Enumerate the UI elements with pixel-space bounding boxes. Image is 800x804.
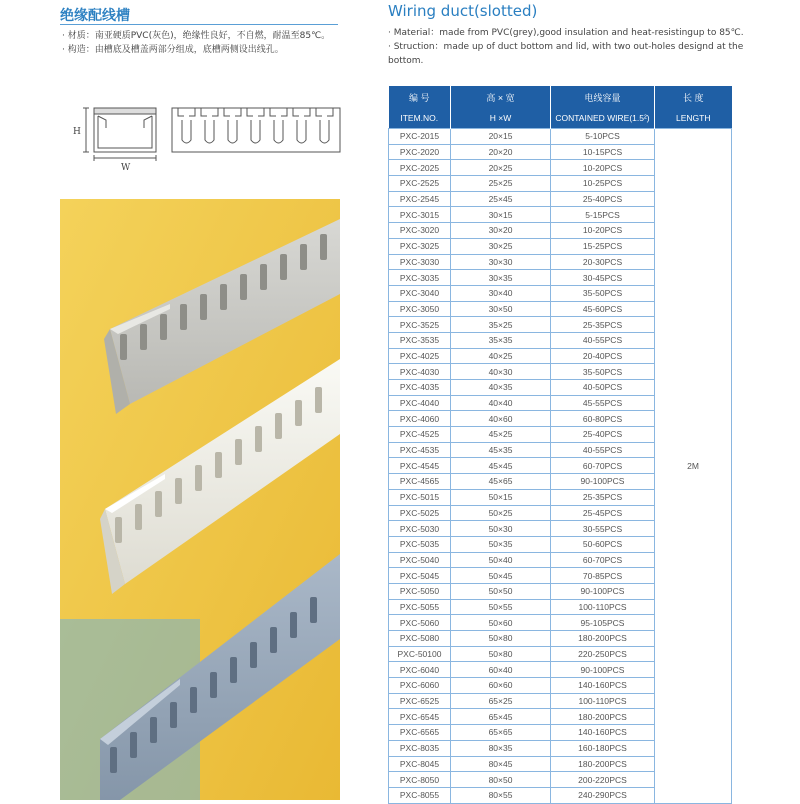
cell-item-no: PXC-4525: [389, 427, 451, 443]
cell-size: 40×35: [451, 380, 551, 396]
english-bullets: [388, 26, 748, 68]
duct-product-photo: [60, 199, 340, 800]
cell-item-no: PXC-2025: [389, 160, 451, 176]
header-item-no-cn: 编 号: [389, 86, 451, 108]
cell-item-no: PXC-3030: [389, 254, 451, 270]
header-item-no-en: ITEM.NO.: [389, 108, 451, 129]
table-row: [389, 129, 732, 145]
cell-size: 45×65: [451, 474, 551, 490]
cell-item-no: PXC-3050: [389, 301, 451, 317]
cell-item-no: PXC-3035: [389, 270, 451, 286]
cell-item-no: PXC-3020: [389, 223, 451, 239]
cell-wire-capacity: 100-110PCS: [551, 693, 655, 709]
cell-item-no: PXC-5030: [389, 521, 451, 537]
cell-wire-capacity: 160-180PCS: [551, 740, 655, 756]
cell-item-no: PXC-2020: [389, 144, 451, 160]
cell-item-no: PXC-8045: [389, 756, 451, 772]
cell-wire-capacity: 45-55PCS: [551, 395, 655, 411]
specification-table: [388, 86, 732, 804]
cell-size: 45×45: [451, 458, 551, 474]
cell-wire-capacity: 40-55PCS: [551, 332, 655, 348]
duct-side-view: [172, 108, 340, 152]
cell-size: 50×40: [451, 552, 551, 568]
cell-wire-capacity: 25-35PCS: [551, 317, 655, 333]
cell-size: 40×40: [451, 395, 551, 411]
cell-size: 30×25: [451, 238, 551, 254]
cell-wire-capacity: 200-220PCS: [551, 772, 655, 788]
cell-size: 50×50: [451, 583, 551, 599]
cell-wire-capacity: 25-45PCS: [551, 505, 655, 521]
cell-item-no: PXC-4060: [389, 411, 451, 427]
cell-size: 30×20: [451, 223, 551, 239]
cell-size: 60×60: [451, 678, 551, 694]
cell-size: 50×25: [451, 505, 551, 521]
header-length-en: LENGTH: [655, 108, 732, 129]
cell-size: 25×45: [451, 191, 551, 207]
cell-item-no: PXC-5080: [389, 631, 451, 647]
chinese-bullet-structure: · 构造：由槽底及槽盖两部分组成，底槽两侧设出线孔。: [62, 45, 284, 55]
cell-item-no: PXC-4565: [389, 474, 451, 490]
cell-wire-capacity: 10-20PCS: [551, 160, 655, 176]
cell-size: 35×35: [451, 332, 551, 348]
cell-item-no: PXC-6565: [389, 725, 451, 741]
cell-wire-capacity: 20-40PCS: [551, 348, 655, 364]
cell-wire-capacity: 5-10PCS: [551, 129, 655, 145]
cell-size: 65×65: [451, 725, 551, 741]
header-wire-en: CONTAINED WIRE(1.5²): [551, 108, 655, 129]
cell-wire-capacity: 180-200PCS: [551, 709, 655, 725]
cell-size: 50×80: [451, 646, 551, 662]
cell-size: 50×15: [451, 489, 551, 505]
cell-item-no: PXC-8035: [389, 740, 451, 756]
cell-item-no: PXC-5035: [389, 536, 451, 552]
cell-wire-capacity: 25-40PCS: [551, 191, 655, 207]
cell-item-no: PXC-5040: [389, 552, 451, 568]
cell-wire-capacity: 60-80PCS: [551, 411, 655, 427]
cell-size: 50×60: [451, 615, 551, 631]
cell-size: 30×40: [451, 285, 551, 301]
cell-size: 25×25: [451, 176, 551, 192]
cell-item-no: PXC-3025: [389, 238, 451, 254]
cell-size: 65×25: [451, 693, 551, 709]
chinese-title-rule: [60, 24, 338, 25]
cell-wire-capacity: 40-55PCS: [551, 442, 655, 458]
cell-item-no: PXC-6525: [389, 693, 451, 709]
cell-wire-capacity: 20-30PCS: [551, 254, 655, 270]
cell-size: 50×45: [451, 568, 551, 584]
cell-item-no: PXC-3525: [389, 317, 451, 333]
cell-wire-capacity: 35-50PCS: [551, 285, 655, 301]
cell-wire-capacity: 60-70PCS: [551, 458, 655, 474]
cell-size: 40×30: [451, 364, 551, 380]
cell-wire-capacity: 10-25PCS: [551, 176, 655, 192]
cell-size: 20×20: [451, 144, 551, 160]
cell-item-no: PXC-4535: [389, 442, 451, 458]
cell-size: 65×45: [451, 709, 551, 725]
cell-item-no: PXC-6040: [389, 662, 451, 678]
cell-size: 30×50: [451, 301, 551, 317]
cell-size: 35×25: [451, 317, 551, 333]
english-bullet-material: · Material：made from PVC(grey),good insulation and heat-resistingup to 85℃.: [388, 28, 744, 38]
cell-wire-capacity: 180-200PCS: [551, 756, 655, 772]
cell-size: 30×30: [451, 254, 551, 270]
cell-item-no: PXC-4545: [389, 458, 451, 474]
cell-size: 80×55: [451, 787, 551, 803]
cell-wire-capacity: 25-35PCS: [551, 489, 655, 505]
cell-item-no: PXC-5055: [389, 599, 451, 615]
cell-item-no: PXC-8050: [389, 772, 451, 788]
header-length-cn: 长 度: [655, 86, 732, 108]
cell-size: 45×35: [451, 442, 551, 458]
duct-cross-section: [83, 108, 156, 161]
cell-item-no: PXC-5025: [389, 505, 451, 521]
cell-size: 50×30: [451, 521, 551, 537]
cell-wire-capacity: 90-100PCS: [551, 474, 655, 490]
cell-size: 40×25: [451, 348, 551, 364]
duct-technical-drawing: [72, 102, 342, 172]
english-title: Wiring duct(slotted): [388, 2, 538, 20]
chinese-bullets: [62, 29, 330, 57]
cell-wire-capacity: 240-290PCS: [551, 787, 655, 803]
cell-item-no: PXC-2015: [389, 129, 451, 145]
cell-item-no: PXC-5045: [389, 568, 451, 584]
cell-size: 30×35: [451, 270, 551, 286]
cell-wire-capacity: 100-110PCS: [551, 599, 655, 615]
cell-size: 45×25: [451, 427, 551, 443]
cell-item-no: PXC-4025: [389, 348, 451, 364]
cell-wire-capacity: 60-70PCS: [551, 552, 655, 568]
cell-item-no: PXC-5060: [389, 615, 451, 631]
cell-item-no: PXC-4040: [389, 395, 451, 411]
cell-item-no: PXC-2525: [389, 176, 451, 192]
cell-wire-capacity: 25-40PCS: [551, 427, 655, 443]
cell-wire-capacity: 10-20PCS: [551, 223, 655, 239]
cell-wire-capacity: 30-45PCS: [551, 270, 655, 286]
cell-item-no: PXC-5015: [389, 489, 451, 505]
cell-wire-capacity: 15-25PCS: [551, 238, 655, 254]
cell-size: 20×25: [451, 160, 551, 176]
cell-wire-capacity: 70-85PCS: [551, 568, 655, 584]
cell-wire-capacity: 180-200PCS: [551, 631, 655, 647]
cell-wire-capacity: 95-105PCS: [551, 615, 655, 631]
cell-item-no: PXC-3040: [389, 285, 451, 301]
cell-size: 50×35: [451, 536, 551, 552]
header-size-en: H ×W: [451, 108, 551, 129]
cell-item-no: PXC-4035: [389, 380, 451, 396]
cell-size: 20×15: [451, 129, 551, 145]
cell-item-no: PXC-2545: [389, 191, 451, 207]
english-bullet-structure: · Struction：made up of duct bottom and lid, with two out-holes designd at the bottom.: [388, 42, 744, 66]
cell-wire-capacity: 90-100PCS: [551, 662, 655, 678]
cell-item-no: PXC-6060: [389, 678, 451, 694]
cell-item-no: PXC-8055: [389, 787, 451, 803]
chinese-title: 绝缘配线槽: [60, 8, 130, 24]
cell-item-no: PXC-4030: [389, 364, 451, 380]
cell-wire-capacity: 220-250PCS: [551, 646, 655, 662]
cell-item-no: PXC-3015: [389, 207, 451, 223]
cell-size: 50×80: [451, 631, 551, 647]
cell-size: 40×60: [451, 411, 551, 427]
cell-size: 60×40: [451, 662, 551, 678]
cell-wire-capacity: 50-60PCS: [551, 536, 655, 552]
cell-size: 80×35: [451, 740, 551, 756]
cell-wire-capacity: 5-15PCS: [551, 207, 655, 223]
cell-wire-capacity: 140-160PCS: [551, 725, 655, 741]
cell-wire-capacity: 90-100PCS: [551, 583, 655, 599]
height-label: H: [73, 127, 81, 137]
cell-item-no: PXC-5050: [389, 583, 451, 599]
cell-item-no: PXC-3535: [389, 332, 451, 348]
cell-item-no: PXC-50100: [389, 646, 451, 662]
cell-size: 30×15: [451, 207, 551, 223]
cell-size: 80×45: [451, 756, 551, 772]
cell-wire-capacity: 40-50PCS: [551, 380, 655, 396]
cell-length: 2M: [655, 129, 732, 804]
cell-wire-capacity: 10-15PCS: [551, 144, 655, 160]
width-label: W: [121, 163, 131, 172]
cell-wire-capacity: 45-60PCS: [551, 301, 655, 317]
cell-wire-capacity: 30-55PCS: [551, 521, 655, 537]
cell-size: 50×55: [451, 599, 551, 615]
cell-item-no: PXC-6545: [389, 709, 451, 725]
header-wire-cn: 电线容量: [551, 86, 655, 108]
header-size-cn: 高 × 宽: [451, 86, 551, 108]
cell-wire-capacity: 140-160PCS: [551, 678, 655, 694]
cell-size: 80×50: [451, 772, 551, 788]
chinese-bullet-material: · 材质：南亚硬质PVC(灰色)，绝缘性良好，不自燃，耐温至85℃。: [62, 31, 331, 41]
cell-wire-capacity: 35-50PCS: [551, 364, 655, 380]
